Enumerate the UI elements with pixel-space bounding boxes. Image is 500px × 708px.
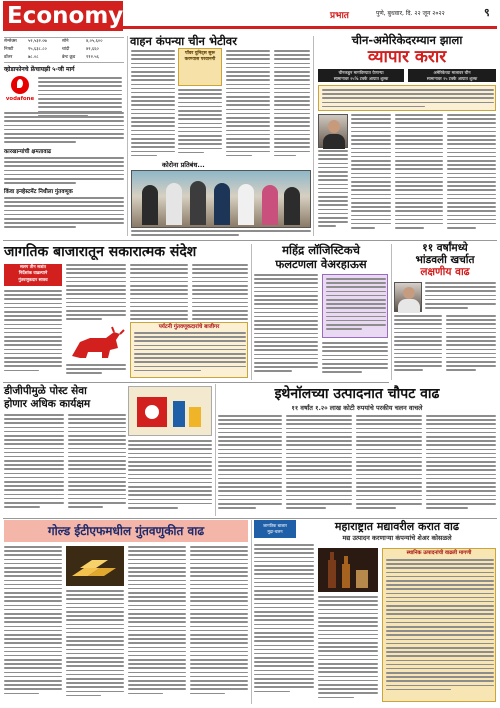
global-market-body-2 [66, 364, 126, 378]
photo-caption-body [131, 230, 311, 238]
photo-caption: कोरोना प्रतिबंध... [162, 161, 205, 169]
market-cell: सेन्सेक्स [4, 39, 17, 44]
market-cell: सोने [62, 39, 69, 44]
vehicle-inset-box [178, 48, 222, 86]
gold-bars-image [66, 546, 124, 586]
global-market-body-0 [4, 290, 62, 378]
market-cell: निफ्टी [4, 47, 14, 52]
section-divider [3, 518, 497, 519]
china-us-body-3 [447, 114, 496, 234]
exports-portrait [394, 282, 422, 312]
market-cell: चांदी [62, 47, 70, 52]
china-us-tag-2: सामानावर २५% टक्के आयात शुल्क [333, 75, 389, 81]
badge-line-2: मुद्रा-चलन [267, 529, 283, 534]
column-divider [251, 244, 252, 380]
exports-body-1 [425, 282, 496, 312]
maharashtra-subhead: मद्य उत्पादन करणाऱ्या कंपन्यांचे शेअर कोसळले [342, 534, 452, 542]
vehicle-body-col3 [226, 50, 270, 160]
china-us-body-0 [318, 150, 348, 234]
post-body-3 [128, 440, 212, 514]
sub2-headline: किंवा इन्व्हेस्टमेंट निधीला गुंतवणूक [4, 189, 73, 195]
market-row [4, 54, 124, 62]
ethanol-body-2 [286, 415, 352, 515]
vehicle-headline: वाहन कंपन्या चीन भेटीवर [130, 34, 237, 48]
china-us-body-2 [395, 114, 443, 234]
bottom-box-headline: स्थानिक उत्पादनांची वाढली मागणी [406, 550, 472, 556]
column-divider [251, 520, 252, 704]
column-divider [127, 36, 128, 236]
ethanol-body-4 [426, 415, 496, 515]
china-us-headline-2: व्यापार करार [367, 47, 447, 67]
gold-etf-band [4, 520, 248, 542]
vodafone-headline: व्होडाफोनचे फ्रेंचायझी ५-जी मार्ग [4, 66, 75, 73]
market-cell: ब्रेन्ट क्रूड [62, 55, 76, 60]
bull-icon [66, 326, 126, 362]
maharashtra-body-1 [254, 544, 314, 702]
badge-line-1: जागतिक बाजार [263, 523, 287, 528]
china-us-tag-right [408, 69, 496, 82]
maharashtra-headline: महाराष्ट्रात मद्यावरील करात वाढ [334, 520, 460, 533]
section-title: Economy [3, 1, 123, 31]
post-body-2 [68, 414, 126, 514]
ethanol-body-3 [356, 415, 422, 515]
gold-etf-headline: गोल्ड ईटीएफमधील गुंतवणुकीत वाढ [47, 524, 205, 538]
exports-body-2 [394, 315, 442, 379]
ethanol-headline: इथेनॉलच्या उत्पादनात चौपट वाढ [274, 386, 440, 402]
section-divider [3, 382, 389, 383]
vodafone-body-2 [4, 112, 124, 148]
market-cell: १५,६३८.८० [28, 47, 47, 52]
mahindra-headline-2: फलटणला वेअरहाऊस [275, 257, 367, 271]
gold-etf-body-3 [128, 546, 186, 702]
group-photo [131, 170, 311, 228]
market-cell: ४,०५,६०० [86, 39, 103, 44]
mahindra-inset [322, 274, 388, 338]
gold-etf-body-2 [66, 590, 124, 702]
ethanol-subhead: ११ वर्षांत १.२० लाख कोटी रुपयांचे परकीय चलन वाचले [291, 404, 423, 412]
market-cell: ११२.५६ [86, 55, 99, 60]
post-headline-1: डीजीपीमुळे पोस्ट सेवा [4, 385, 87, 397]
china-us-tag-3: अमेरिकेच्या मालावर चीन [433, 69, 471, 75]
date-line: पुणे, बुधवार, दि. २२ जून २०२२ [376, 10, 445, 17]
china-us-tag-left [318, 69, 404, 82]
sub1-headline: कारखान्यांची क्षमतावाढ [4, 149, 52, 155]
middle-box [130, 322, 248, 378]
portrait-photo [318, 114, 348, 148]
middle-box-headline: पर्यटनी गुंतवणूकदारांचे बाजीगर [158, 324, 220, 330]
vehicle-body-col1 [131, 50, 175, 160]
page-number: ९ [484, 6, 490, 19]
china-us-intro-box [318, 85, 496, 111]
kicker-line-3: गुंतवणूकदार सावध [18, 277, 48, 283]
market-row [4, 46, 124, 54]
exports-headline-1: ११ वर्षांमध्ये [422, 242, 468, 254]
market-cell: ४२,६६० [86, 47, 99, 52]
ethanol-body-1 [218, 415, 282, 515]
masthead-rule [123, 26, 497, 29]
china-us-tag-1: चीनकडून मागविण्यात येणाऱ्या [338, 69, 384, 75]
masthead [0, 0, 500, 32]
mahindra-body-1 [254, 274, 318, 378]
market-row [4, 38, 124, 46]
sub2-body [4, 197, 124, 231]
exports-headline-2: भांडवली खर्चात [415, 254, 475, 266]
market-table [4, 37, 124, 63]
column-divider [391, 244, 392, 380]
mahindra-body-2 [322, 342, 388, 378]
maharashtra-body-2 [318, 596, 378, 702]
gold-etf-badge [254, 520, 296, 538]
bottom-box [382, 548, 496, 702]
global-market-headline: जागतिक बाजारातून सकारात्मक संदेश [4, 244, 197, 260]
column-divider [215, 384, 216, 516]
mahindra-headline-1: महिंद्र लॉजिस्टिकचे [282, 243, 360, 257]
vodafone-logo-icon [11, 76, 29, 94]
kicker-line-1: सलग तीन सत्रांत [19, 265, 46, 270]
vehicle-body-col4 [274, 50, 310, 160]
section-divider [3, 240, 497, 241]
china-us-headline-1: चीन-अमेरिकेदरम्यान झाला [351, 33, 463, 47]
china-us-body-1 [351, 114, 391, 234]
market-cell: ५२,५३२.०७ [28, 39, 47, 44]
publication-name: प्रभात [330, 11, 349, 21]
exports-headline-3: लक्षणीय वाढ [420, 266, 470, 278]
kicker-line-2: निर्देशांक वाढल्याने [18, 271, 48, 277]
global-market-body-1 [66, 264, 126, 324]
liquor-image [318, 548, 378, 592]
vodafone-wordmark: vodafone [5, 96, 35, 102]
sub1-body [4, 157, 124, 187]
post-headline-2: होणार अधिक कार्यक्षम [4, 398, 91, 410]
gold-etf-body-4 [190, 546, 248, 702]
exports-body-3 [446, 315, 496, 379]
global-market-kicker [4, 264, 62, 286]
market-cell: डॉलर [4, 55, 13, 60]
post-graphic [128, 386, 212, 436]
market-cell: ७८.०८ [28, 55, 39, 60]
china-us-tag-4: सामानावर २५ टक्के आयात शुल्क [426, 75, 478, 81]
gold-etf-body-1 [4, 546, 62, 702]
vodafone-logo [4, 76, 36, 110]
vehicle-body-col2 [178, 89, 222, 159]
vehicle-inset-label: पॉवर युनिट्स सुरू करण्यास परवानगी [184, 51, 216, 62]
post-body-1 [4, 414, 64, 514]
column-divider [313, 36, 314, 236]
